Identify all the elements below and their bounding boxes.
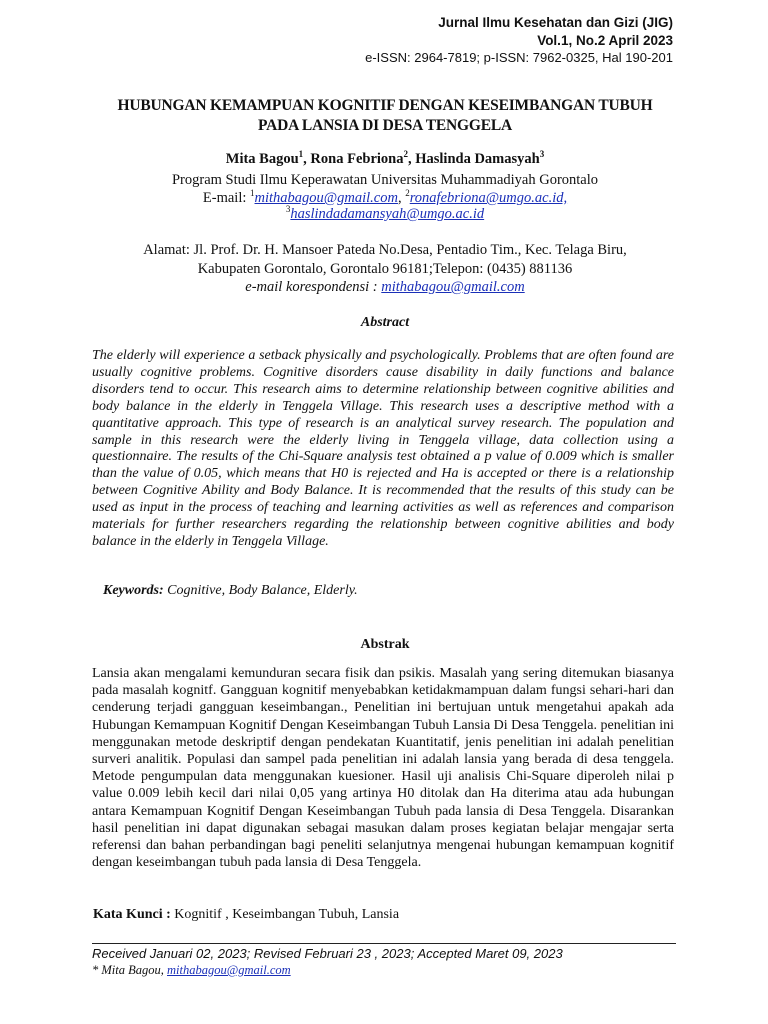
- email-line-2: [40, 206, 730, 223]
- email-link-3[interactable]: haslindadamansyah@umgo.ac.id: [290, 206, 485, 222]
- corresponding-author-email-link[interactable]: mithabagou@gmail.com: [167, 963, 291, 977]
- author-sep: ,: [303, 151, 311, 167]
- abstract-text: The elderly will experience a setback physically and psychologically. Problems that are often found are usually cognitive problems. Cognitive disorders cause disability in daily functions and balance disorders tend to occur. This research aims to determine relationship between cognitive abilities and body balance in the elderly in Tenggela Village. This research uses a descriptive method with a quantitative approach. This type of research is an analytical survey research. The population and sample in this research were the elderly living in Tenggela village, data collection using a questionnaire. The results of the Chi-Square analysis test obtained a p value of 0.009 which is smaller than the value of 0.05, which means that H0 is rejected and Ha is accepted or there is a relationship between Cognitive Ability and Body Balance. It is recommended that the results of this study can be used as input in the process of teaching and learning activities as well as references and comparison materials for further researchers regarding the relationship between cognitive abilities and body balance in the elderly in Tenggela Village.: [92, 348, 674, 549]
- author-3: Haslinda Damasyah: [415, 151, 540, 167]
- correspondence-label: e-mail korespondensi :: [245, 279, 382, 295]
- correspondence-email-link[interactable]: mithabagou@gmail.com: [381, 279, 525, 295]
- kata-kunci-text: Kognitif , Keseimbangan Tubuh, Lansia: [170, 907, 400, 922]
- affiliation: Program Studi Ilmu Keperawatan Universitas Muhammadiyah Gorontalo: [171, 172, 599, 188]
- abstract-heading: Abstract: [360, 315, 410, 330]
- received-dates: Received Januari 02, 2023; Revised Februari 23 , 2023; Accepted Maret 09, 2023: [92, 946, 563, 961]
- abstrak-text: Lansia akan mengalami kemunduran secara fisik dan psikis. Masalah yang sering ditemukan biasanya pada masalah kognitf. Gangguan kognitif menyebabkan ketidakmampuan dalam fungsi sehari-hari dan cenderung terjadi gangguan keseimbangan., Penelitian ini bertujuan untuk mengetahui apakah ada Hubungan Kemampuan Kognitif Dengan Keseimbangan Tubuh Lansia Di Desa Tenggela. penelitian ini menggunakan metode deskriptif dengan pendekatan Kuantitatif, jenis penelitian ini adalah penelitian surveri analitik. Populasi dan sampel pada penelitian ini adalah lansia yang berada di desa tenggela. Metode pengumpulan data menggunakan kuesioner. Hasil uji analisis Chi-Square diperoleh nilai p value 0.009 lebih kecil dari nilai 0,05 yang artinya H0 ditolak dan Ha diterima atau ada hubungan antara Kemampuan Kognitif Dengan Keseimbangan Tubuh pada lansia di Desa Tenggela. Disarankan hasil penelitian ini dapat digunakan sebagai masukan dalam proses kegiatan belajar mengajar serta referensi dan bahan perbandingan bagi peneliti selanjutnya mengenai hubungan kemampuan kognitif dengan keseimbangan tubuh pada lansia di Desa Tenggela.: [92, 666, 674, 871]
- email-2-sup: 2: [405, 188, 410, 199]
- journal-header: [365, 14, 673, 67]
- keywords-label: Keywords:: [103, 583, 164, 598]
- email-label: E-mail:: [202, 190, 251, 206]
- keywords: [103, 583, 358, 599]
- kata-kunci: [93, 907, 399, 923]
- corresponding-author-name: * Mita Bagou,: [92, 963, 167, 977]
- footer-divider: [92, 943, 676, 944]
- title-line-2: PADA LANSIA DI DESA TENGGELA: [258, 117, 512, 134]
- paper-title: [60, 96, 710, 136]
- author-1-sup: 1: [298, 149, 304, 160]
- journal-issn: e-ISSN: 2964-7819; p-ISSN: 7962-0325, Hal 190-201: [365, 50, 673, 65]
- email-line: E-mail: $^1$mithabagou@gmail.com, $^2$ronafebriona@umgo.ac.id,: [202, 188, 568, 206]
- author-sep: ,: [407, 151, 416, 167]
- correspondence: [40, 279, 730, 296]
- email-link-2[interactable]: ronafebriona@umgo.ac.id,: [409, 190, 568, 206]
- author-list: [40, 151, 730, 168]
- author-2: Rona Febriona: [310, 151, 404, 167]
- keywords-text: Cognitive, Body Balance, Elderly.: [163, 583, 358, 598]
- title-line-1: HUBUNGAN KEMAMPUAN KOGNITIF DENGAN KESEIMBANGAN TUBUH: [117, 97, 653, 114]
- email-link-1[interactable]: mithabagou@gmail.com: [254, 190, 398, 206]
- journal-name: Jurnal Ilmu Kesehatan dan Gizi (JIG): [438, 15, 673, 30]
- corresponding-author: [92, 963, 291, 978]
- kata-kunci-label: Kata Kunci :: [93, 907, 171, 922]
- address-line-1: Alamat: Jl. Prof. Dr. H. Mansoer Pateda No.Desa, Pentadio Tim., Kec. Telaga Biru,: [143, 242, 627, 258]
- author-1: Mita Bagou: [225, 151, 299, 167]
- email-1-sup: 1: [250, 188, 255, 199]
- address-line-2: Kabupaten Gorontalo, Gorontalo 96181;Telepon: (0435) 881136: [197, 261, 573, 277]
- author-3-sup: 3: [539, 149, 545, 160]
- journal-volume: Vol.1, No.2 April 2023: [537, 32, 673, 48]
- author-2-sup: 2: [403, 149, 408, 160]
- email-3-sup: 3: [285, 204, 291, 215]
- abstrak-heading: Abstrak: [360, 637, 410, 652]
